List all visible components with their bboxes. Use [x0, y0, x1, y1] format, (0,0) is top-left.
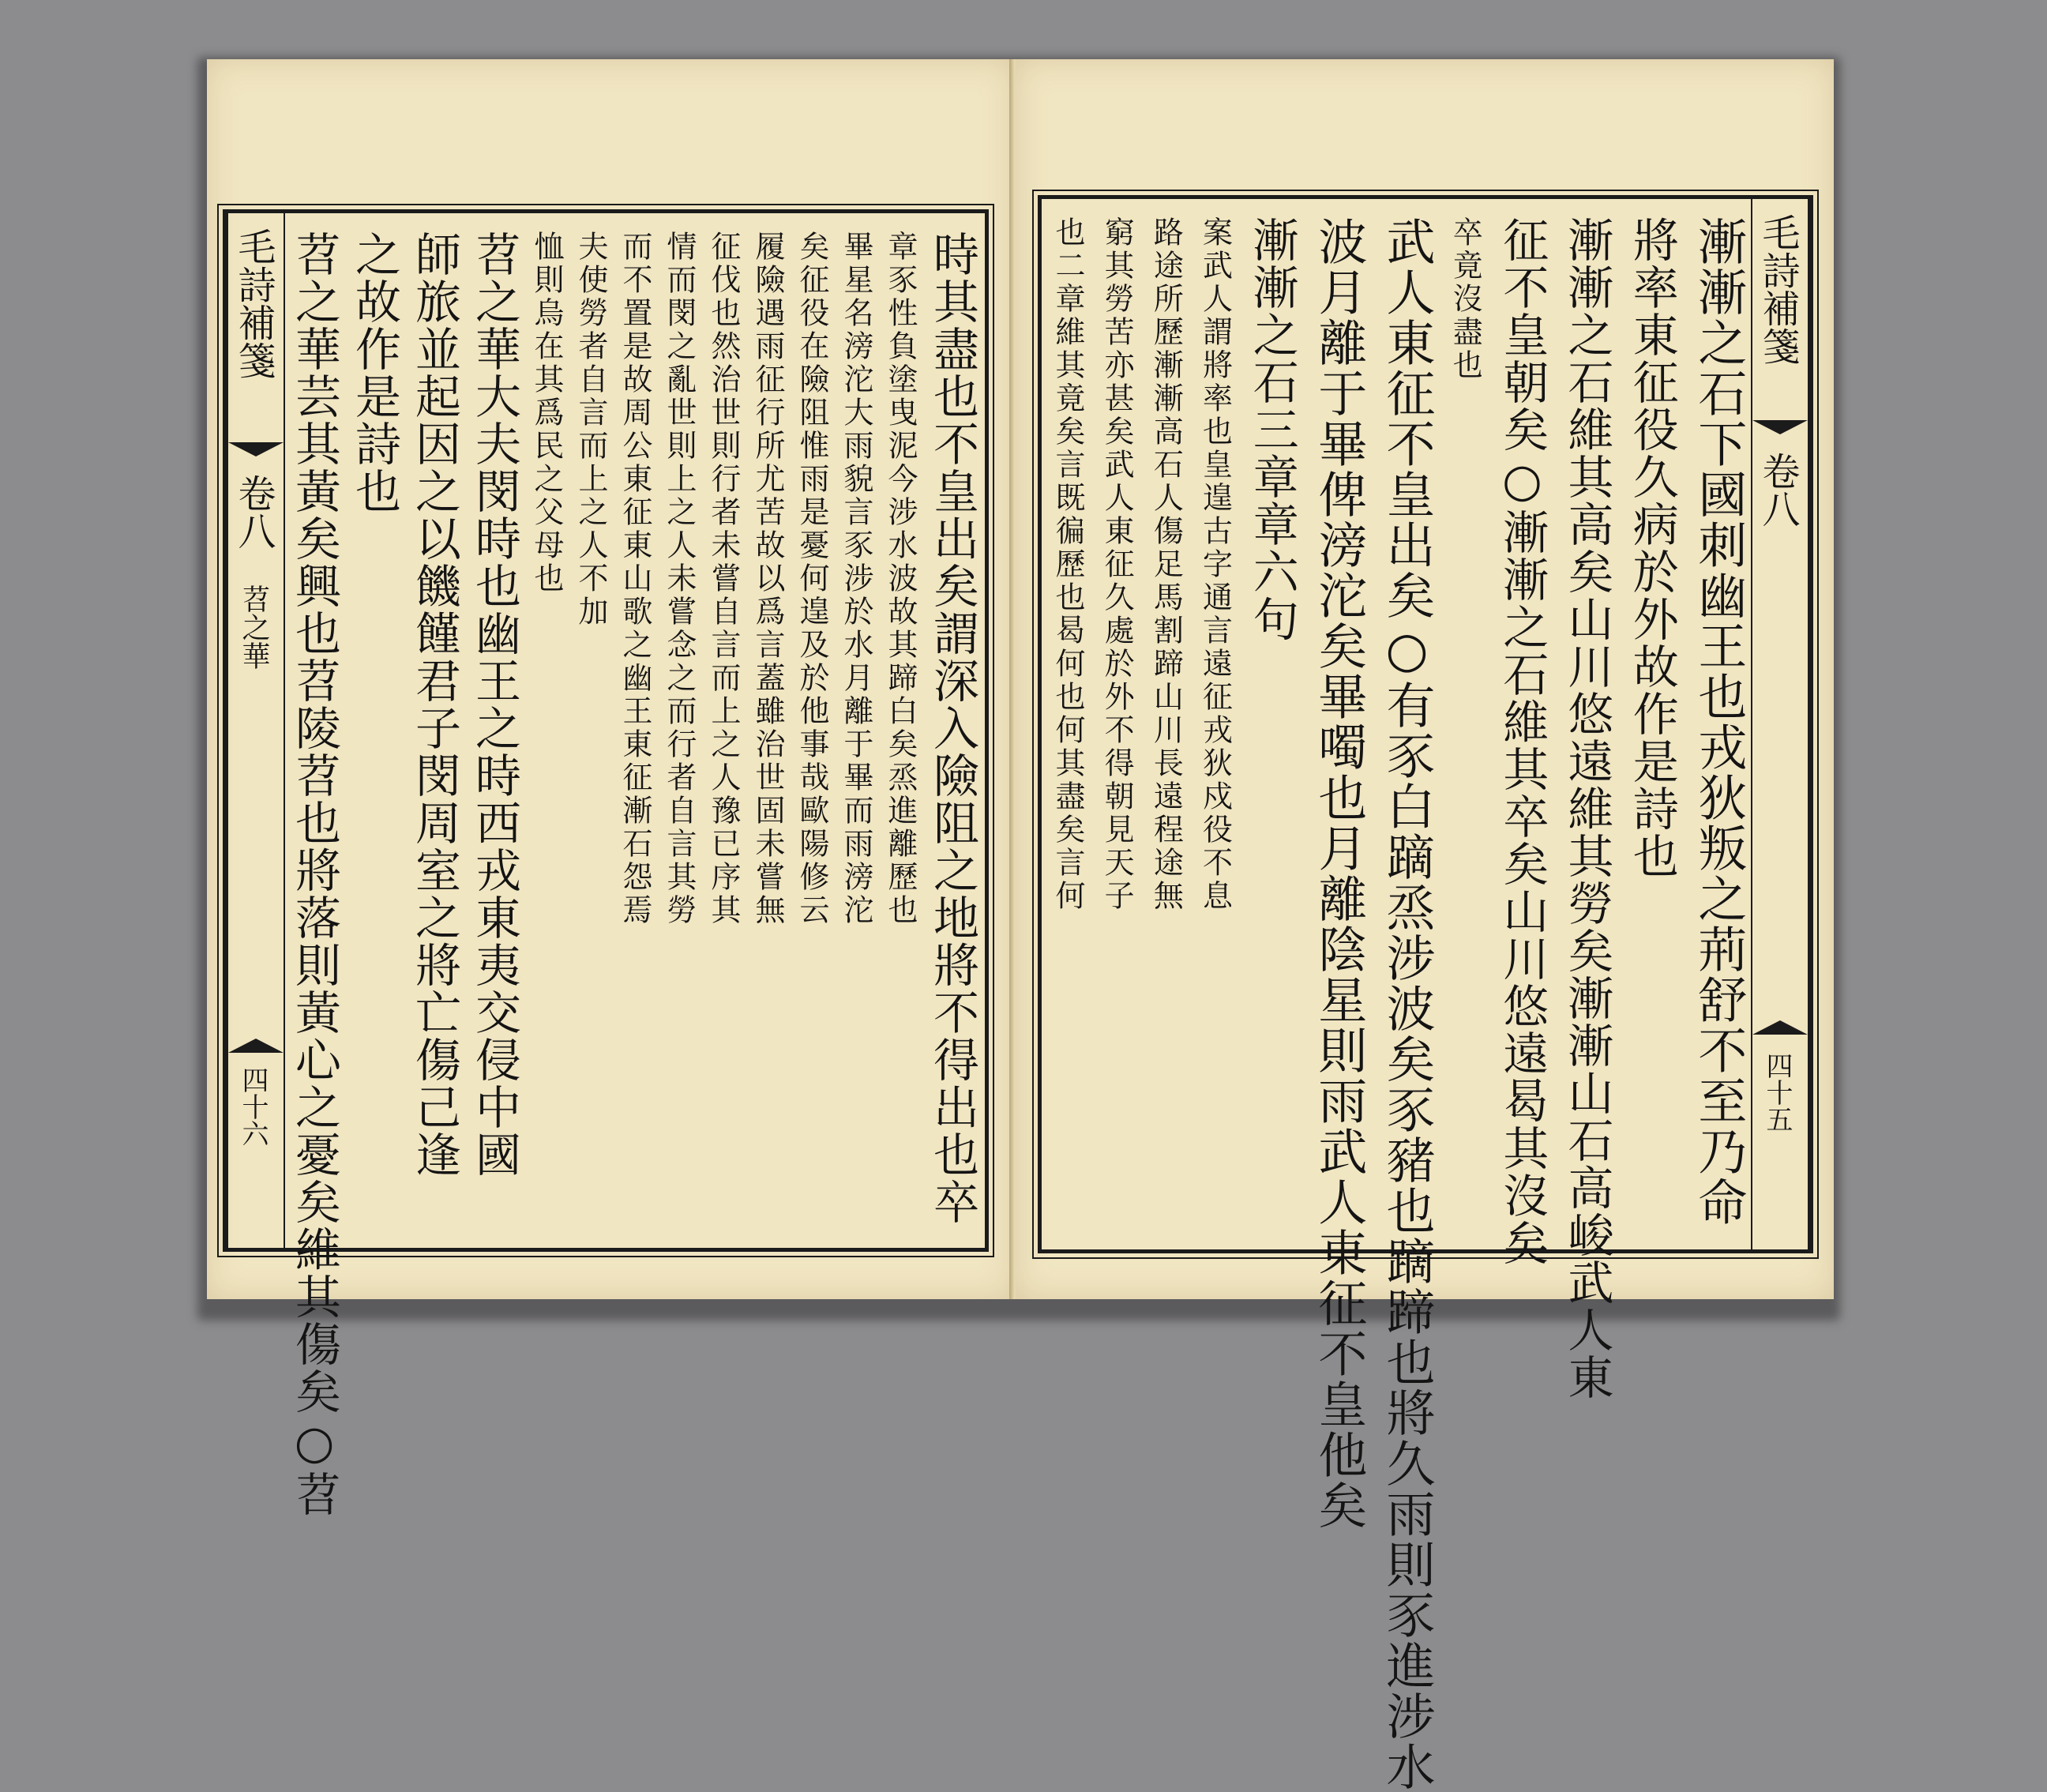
text-column: 征伐也然治世則行者未嘗自言而上之人豫已序其: [706, 231, 741, 927]
text-column: 漸漸之石維其高矣山川悠遠維其勞矣漸漸山石高峻武人東: [1560, 216, 1614, 1401]
text-column: 波月離于畢俾滂沱矣畢噣也月離陰星則雨武人東征不皇他矣: [1309, 216, 1368, 1531]
fishtail-mark: [1752, 420, 1808, 434]
left-text-frame: [223, 209, 989, 1518]
left-volume: 卷八: [231, 474, 276, 550]
text-column: 時其盡也不皇出矣謂深入險阻之地將不得出也卒: [926, 231, 979, 1226]
text-column: 恤則烏在其爲民之父母也: [529, 231, 564, 595]
text-column: 武人東征不皇出矣○有豕白蹢烝涉波矣豕豬也蹢蹄也將久雨則豕進涉水: [1378, 216, 1437, 1792]
right-text-columns: [1050, 216, 1748, 1792]
text-column: 情而閔之亂世則上之人未嘗念之而行者自言其勞: [662, 231, 697, 927]
text-column: 矣征役在險阻惟雨是憂何遑及於他事哉歐陽修云: [794, 231, 829, 927]
fishtail-mark-bottom: [1752, 1020, 1808, 1035]
right-margin-column: [1751, 199, 1809, 1249]
text-column: 窮其勞苦亦甚矣武人東征久處於外不得朝見天子: [1099, 216, 1135, 913]
text-column: 而不置是故周公東征東山歌之幽王東征漸石怨焉: [618, 231, 652, 927]
right-volume: 卷八: [1756, 452, 1800, 528]
left-text-columns: [287, 231, 979, 1518]
text-column: 畢星名滂沱大雨貌言豕涉於水月離于畢而雨滂沱: [839, 231, 873, 927]
text-column: 苕之華大夫閔時也幽王之時西戎東夷交侵中國: [468, 231, 521, 1178]
text-column: 將率東征役久病於外故作是詩也: [1624, 216, 1679, 880]
text-column: 路途所歷漸漸高石人傷足馬割蹄山川長遠程途無: [1148, 216, 1184, 913]
left-page: [207, 59, 1015, 1518]
right-book-title: 毛詩補箋: [1756, 213, 1800, 365]
text-column: 師旅並起因之以饑饉君子閔周室之將亡傷己逢: [408, 231, 461, 1178]
text-column: 征不皇朝矣○漸漸之石維其卒矣山川悠遠曷其沒矣: [1495, 216, 1549, 1267]
text-column: 卒竟沒盡也: [1448, 216, 1483, 382]
text-column: 履險遇雨征行所尤苦故以爲言蓋雖治世固未嘗無: [750, 231, 785, 927]
fishtail-mark-bottom: [228, 1039, 284, 1053]
text-column: 漸漸之石下國刺幽王也戎狄叛之荊舒不至乃命: [1689, 216, 1748, 1227]
left-chapter: 苕之華: [238, 584, 270, 670]
text-column: 案武人謂將率也皇遑古字通言遠征戎狄戍役不息: [1197, 216, 1233, 913]
text-column: 夫使勞者自言而上之人不加: [573, 231, 608, 629]
left-book-title: 毛詩補箋: [231, 227, 276, 379]
right-text-frame: [1038, 195, 1813, 1792]
text-column: 之故作是詩也: [347, 231, 401, 515]
text-column: 漸漸之石三章章六句: [1245, 216, 1299, 643]
text-column: 章豕性負塗曳泥今涉水波故其蹄白矣烝進離歷也: [883, 231, 918, 927]
left-folio: 四十六: [237, 1066, 269, 1147]
text-column: 也二章維其竟矣言既徧歷也曷何也何其盡矣言何: [1050, 216, 1085, 913]
left-margin-column: [227, 213, 285, 1248]
right-folio: 四十五: [1761, 1052, 1793, 1133]
text-column: 苕之華芸其黃矣興也苕陵苕也將落則黃心之憂矣維其傷矣○苕: [287, 231, 341, 1518]
right-page: [1016, 59, 1834, 1792]
fishtail-mark: [228, 442, 284, 456]
